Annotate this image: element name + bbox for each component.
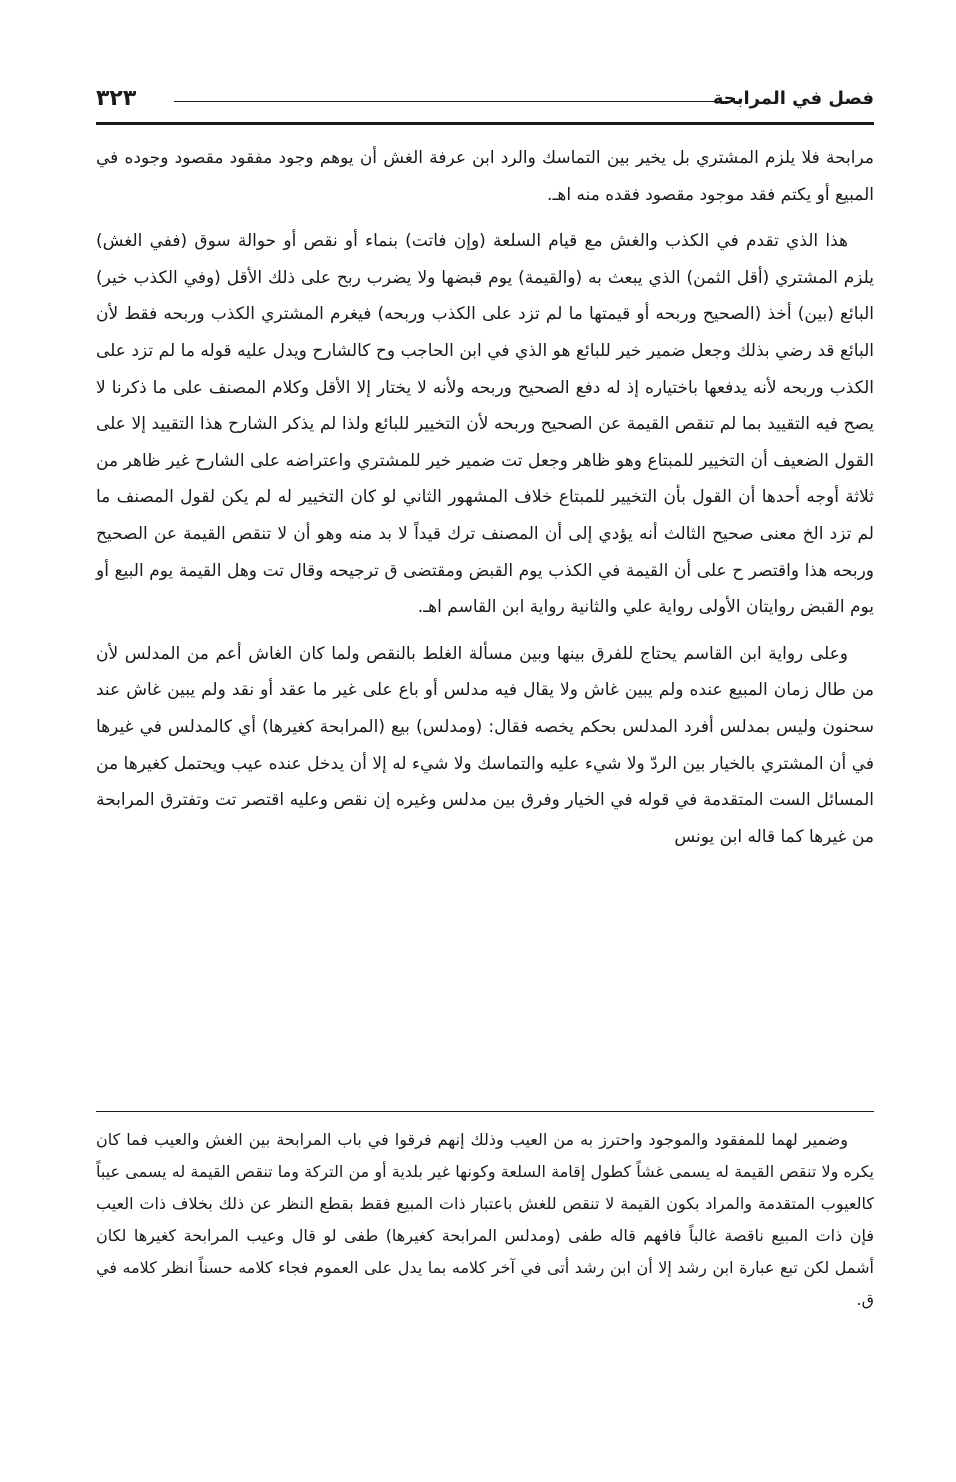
chapter-title: فصل في المرابحة [712, 88, 874, 109]
header-rule [96, 122, 874, 125]
page-number: ٣٢٣ [96, 86, 137, 111]
paragraph: هذا الذي تقدم في الكذب والغش مع قيام السلعة (وإن فاتت) بنماء أو نقص أو حوالة سوق (ففي الغش) يلزم المشتري (أقل الثمن) الذي يبعث به (والقيمة) يوم قبضها ولا يضرب ربح على ذلك الأقل (وفي الكذب خير) البائع (بين) أخذ (الصحيح وربحه أو قيمتها ما لم تزد على الكذب وربحه) فيغرم المشتري الكذب وربحه فقط لأن البائع قد رضي بذلك وجعل ضمير خير للبائع هو الذي في ابن الحاجب وح كالشارح ويدل عليه قوله ما لم تزد على الكذب وربحه لأنه يدفعها باختياره إذ له دفع الصحيح وربحه ولأنه لا يختار إلا الأقل وكلام المصنف على ما ذكرنا لا يصح فيه التقييد بما لم تنقص القيمة عن الصحيح وربحه لأن التخيير للبائع ولذا لم يذكر الشارح هذا التقييد إلا على القول الضعيف أن التخيير للمبتاع وهو ظاهر وجعل تت ضمير خير للمشتري واعتراضه على الشارح غير ظاهر من ثلاثة أوجه أحدها أن القول بأن التخيير للمبتاع خلاف المشهور الثاني لو كان التخيير له لم يكن لقول المصنف ما لم تزد الخ معنى صحيح الثالث أنه يؤدي إلى أن المصنف ترك قيداً لا بد منه وهو أن لا تنقص القيمة عن الصحيح وربحه هذا واقتصر ح على أن القيمة في الكذب يوم القبض ومقتضى ق ترجيحه وقال تت وهل القيمة يوم البيع أو يوم القبض روايتان الأولى رواية علي والثانية رواية ابن القاسم اهـ. [96, 231, 874, 618]
header-dash-line [174, 101, 738, 102]
running-header [96, 84, 874, 120]
footnote-paragraph: وضمير لهما للمفقود والموجود واحترز به من العيب وذلك إنهم فرقوا في باب المرابحة بين الغش والعيب فما كان يكره ولا تنقص القيمة له يسمى غشاً كطول إقامة السلعة وكونها غير بلدية أو من التركة وما تنقص القيمة له يسمى عيباً كالعيوب المتقدمة والمراد بكون القيمة لا تنقص للغش باعتبار ذات المبيع فقط بقطع النظر عن ذلك بخلاف ذات العيب فإن ذات المبيع ناقصة غالباً فافهم قاله طفى (ومدلس المرابحة كغيرها) طفى لو قال وعيب المرابحة كغيرها لكان أشمل لكن تبع عبارة ابن رشد إلا أن ابن رشد أتى في آخر كلامه بما يدل على العموم فجاء كلامه حسناً انظر كلامه في ق. [96, 1130, 874, 1309]
footnote [96, 1124, 874, 1316]
paragraph: مرابحة فلا يلزم المشتري بل يخير بين التماسك والرد ابن عرفة الغش أن يوهم وجود مفقود مقصود وجوده في المبيع أو يكتم فقد موجود مقصود فقده منه اهـ. [96, 148, 874, 205]
main-text [96, 140, 874, 855]
footnote-separator [96, 1111, 874, 1112]
paragraph: وعلى رواية ابن القاسم يحتاج للفرق بينها وبين مسألة الغلط بالنقص ولما كان الغاش أعم من المدلس لأن من طال زمان المبيع عنده ولم يبين غاش ولا يقال فيه مدلس أو باع على غير ما عقد أو نقد ولم يبين غاش عند سحنون وليس بمدلس أفرد المدلس بحكم يخصه فقال: (ومدلس) بيع (المرابحة كغيرها) أي كالمدلس في غيرها في أن المشتري بالخيار بين الردّ ولا شيء عليه والتماسك ولا شيء له إلا أن يدخل عنده عيب ويحتمل كغيرها من المسائل الست المتقدمة في قوله في الخيار وفرق بين مدلس وغيره إن نقص وعليه اقتصر تت وتفترق المرابحة من غيرها كما قاله ابن يونس [96, 643, 874, 847]
